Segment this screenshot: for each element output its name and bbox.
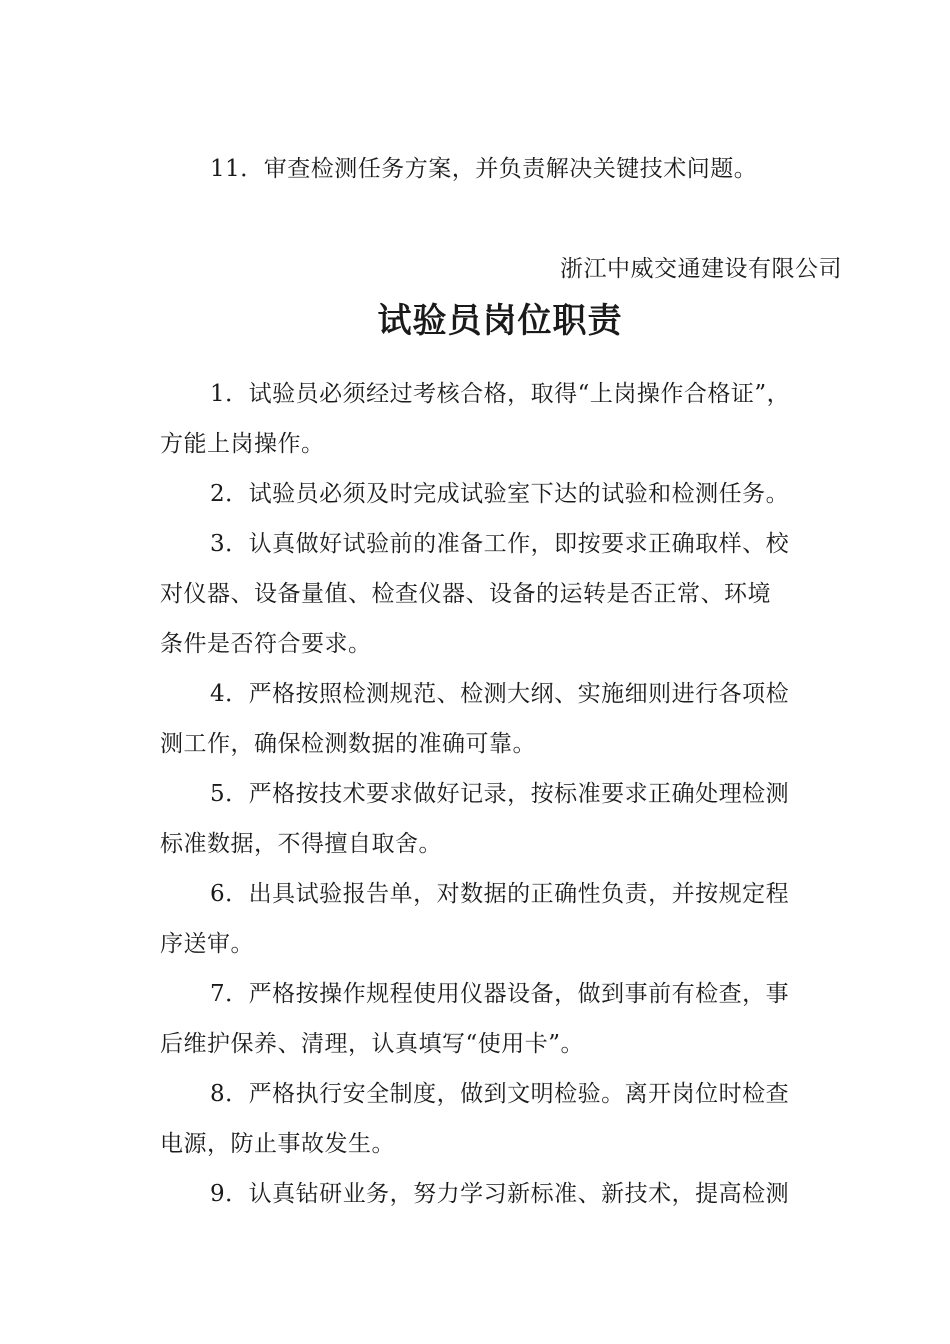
item-2-line-1: 2．试验员必须及时完成试验室下达的试验和检测任务。: [210, 481, 790, 507]
item-5-line-1: 5．严格按技术要求做好记录，按标准要求正确处理检测: [210, 781, 790, 807]
item-3-line-1: 3．认真做好试验前的准备工作，即按要求正确取样、校: [210, 531, 790, 557]
item-1-line-1: 1．试验员必须经过考核合格，取得“上岗操作合格证”，: [210, 381, 791, 407]
item-5-line-2: 标准数据，不得擅自取舍。: [160, 831, 442, 857]
item-4-line-1: 4．严格按照检测规范、检测大纲、实施细则进行各项检: [210, 681, 790, 707]
company-name: 浙江中威交通建设有限公司: [560, 256, 842, 282]
item-8-line-2: 电源，防止事故发生。: [160, 1131, 395, 1157]
item-3-line-3: 条件是否符合要求。: [160, 631, 372, 657]
item-6-line-1: 6．出具试验报告单，对数据的正确性负责，并按规定程: [210, 881, 790, 907]
item-3-line-2: 对仪器、设备量值、检查仪器、设备的运转是否正常、环境: [160, 581, 771, 607]
item-1-line-2: 方能上岗操作。: [160, 431, 325, 457]
item-6-line-2: 序送审。: [160, 931, 254, 957]
item-8-line-1: 8．严格执行安全制度，做到文明检验。离开岗位时检查: [210, 1081, 790, 1107]
item-4-line-2: 测工作，确保检测数据的准确可靠。: [160, 731, 536, 757]
document-title: 试验员岗位职责: [377, 301, 623, 341]
item-9-line-1: 9．认真钻研业务，努力学习新标准、新技术，提高检测: [210, 1181, 790, 1207]
item-7-line-2: 后维护保养、清理，认真填写“使用卡”。: [160, 1031, 585, 1057]
item-7-line-1: 7．严格按操作规程使用仪器设备，做到事前有检查，事: [210, 981, 790, 1007]
previous-item-11: 11．审查检测任务方案，并负责解决关键技术问题。: [210, 156, 758, 182]
